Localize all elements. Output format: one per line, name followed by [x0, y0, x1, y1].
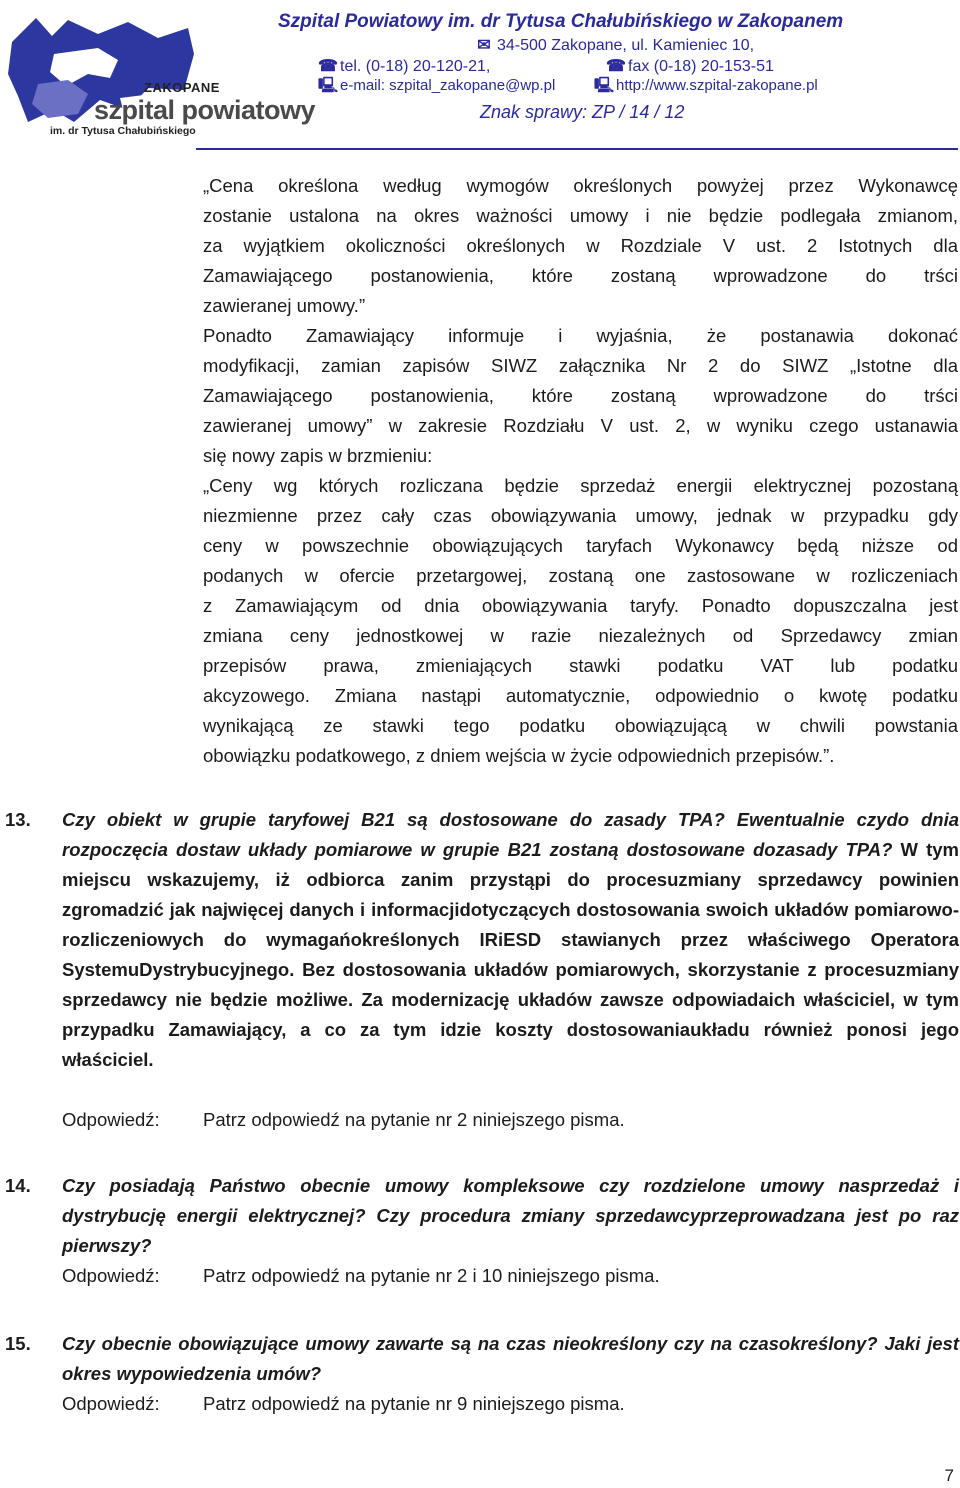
text-line: zmiany sprzedawcy powinien zgromadzić jak najwięcej danych i informacji: [62, 869, 959, 920]
question-fragment: zasady TPA?: [775, 839, 893, 860]
text-line: do dnia rozpoczęcia dostaw układy pomiarowe w grupie B21 zostaną dostosowane do: [62, 809, 960, 860]
page-number: 7: [944, 1466, 954, 1485]
text-line: z Zamawiającym od dnia obowiązywania taryfy. Ponadto dopuszczalna jest: [203, 595, 958, 616]
text-line: zostanie ustalona na okres ważności umowy i nie będzie podlegała zmianom,: [203, 205, 958, 226]
quoted-clause: [203, 171, 958, 771]
answer-line: [62, 1261, 660, 1291]
logo-text-zakopane: ZAKOPANE: [144, 80, 220, 95]
answer-label: Odpowiedź:: [62, 1393, 160, 1414]
text-line: sprzedaż i dystrybucję energii elektrycznej? Czy procedura zmiany sprzedawcy: [62, 1175, 959, 1226]
question-text: [62, 1171, 959, 1261]
fax-line: [606, 56, 774, 76]
text-line: akcyzowego. Zmiana nastąpi automatycznie, odpowiednio o kwotę podatku: [203, 685, 958, 706]
text-line: Czy posiadają Państwo obecnie umowy kompleksowe czy rozdzielone umowy na: [62, 1175, 861, 1196]
text-line: „Ceny wg których rozliczana będzie sprzedaż energii elektrycznej pozostaną: [203, 475, 958, 496]
question-text: [62, 1329, 959, 1389]
answer-line: [62, 1105, 625, 1135]
text-line: wynikającą ze stawki tego podatku obowiązującą w chwili powstania: [203, 715, 958, 736]
text-line: układu również ponosi jego właściciel.: [62, 1019, 959, 1070]
question-number: 15.: [5, 1333, 31, 1354]
logo-text-szpital: szpital powiatowy: [94, 95, 316, 125]
header-divider: [196, 148, 958, 150]
answer-label: Odpowiedź:: [62, 1265, 160, 1286]
question-text: [62, 805, 959, 1075]
text-line: się nowy zapis w brzmieniu:: [203, 445, 433, 466]
computer-icon: 🖳: [594, 77, 615, 94]
text-line: niezmienne przez cały czas obowiązywania umowy, jednak w przypadku gdy: [203, 505, 958, 526]
explanation-fragment: W tym miejscu wskazujemy, iż odbiorca zanim przystąpi do procesu: [62, 839, 959, 890]
answer-line: [62, 1389, 625, 1419]
text-line: Czy obiekt w grupie taryfowej B21 są dostosowane do zasady TPA? Ewentualnie czy: [62, 809, 887, 830]
text-line: Ponadto Zamawiający informuje i wyjaśnia, że postanawia dokonać: [203, 325, 958, 346]
text-line: dotyczących dostosowania swoich układów pomiarowo-rozliczeniowych do wymagań: [62, 899, 959, 950]
text-line: zmiany sprzedawcy nie będzie możliwe. Za modernizację układów zawsze odpowiada: [62, 959, 959, 1010]
case-reference: Znak sprawy: ZP / 14 / 12: [480, 102, 685, 122]
envelope-icon: ✉: [477, 37, 491, 54]
phone-text: tel. (0-18) 20-120-21,: [340, 58, 491, 75]
text-line: ich właściciel, w tym przypadku Zamawiający, a co za tym idzie koszty dostosowania: [62, 989, 959, 1040]
text-line: Zamawiającego postanowienia, które zostaną wprowadzone do trści: [203, 385, 958, 406]
answer-label: Odpowiedź:: [62, 1109, 160, 1130]
email-line: [318, 75, 555, 100]
text-line: Zamawiającego postanowienia, które zostaną wprowadzone do trści: [203, 265, 958, 286]
text-line: ceny w powszechnie obowiązujących taryfach Wykonawcy będą niższe od: [203, 535, 958, 556]
phone-line: [318, 56, 490, 76]
text-line: Dystrybucyjnego. Bez dostosowania układów pomiarowych, skorzystanie z procesu: [139, 959, 897, 980]
text-line: podanych w ofercie przetargowej, zostaną one zastosowane w rozliczeniach: [203, 565, 958, 586]
address-line: [475, 35, 754, 55]
phone-icon: ☎: [318, 58, 338, 75]
question-number: 13.: [5, 809, 31, 830]
answer-text: Patrz odpowiedź na pytanie nr 2 niniejszego pisma.: [203, 1109, 625, 1130]
logo-text-patron: im. dr Tytusa Chałubińskiego: [50, 125, 196, 137]
computer-icon: 🖳: [318, 77, 339, 94]
text-line: określonych IRiESD stawianych przez właściwego Operatora Systemu: [62, 929, 959, 980]
fax-text: fax (0-18) 20-153-51: [628, 58, 774, 75]
text-line: Czy obecnie obowiązujące umowy zawarte są na czas nieokreślony czy na czas: [62, 1333, 779, 1354]
text-line: określony? Jaki jest okres wypowiedzenia umów?: [62, 1333, 959, 1384]
website-line: [594, 75, 818, 100]
text-line: „Cena określona według wymogów określonych powyżej przez Wykonawcę: [203, 175, 958, 196]
email-text[interactable]: e-mail: szpital_zakopane@wp.pl: [340, 77, 556, 94]
hospital-name: Szpital Powiatowy im. dr Tytusa Chałubińskiego w Zakopanem: [278, 11, 844, 32]
address-text: 34-500 Zakopane, ul. Kamieniec 10,: [497, 37, 755, 54]
text-line: zawieranej umowy.”: [203, 295, 366, 316]
text-line: przeprowadzana jest po raz pierwszy?: [62, 1205, 959, 1256]
text-line: obowiązku podatkowego, z dniem wejścia w życie odpowiednich przepisów.”.: [203, 745, 835, 766]
text-line: za wyjątkiem okoliczności określonych w Rozdziale V ust. 2 Istotnych dla: [203, 235, 958, 256]
answer-text: Patrz odpowiedź na pytanie nr 2 i 10 niniejszego pisma.: [203, 1265, 660, 1286]
text-line: zawieranej umowy” w zakresie Rozdziału V ust. 2, w wyniku czego ustanawia: [203, 415, 958, 436]
text-line: zmiana ceny jednostkowej w razie niezależnych od Sprzedawcy zmian: [203, 625, 958, 646]
phone-icon: ☎: [606, 58, 626, 75]
answer-text: Patrz odpowiedź na pytanie nr 9 niniejszego pisma.: [203, 1393, 625, 1414]
text-line: przepisów prawa, zmieniających stawki podatku VAT lub podatku: [203, 655, 958, 676]
question-number: 14.: [5, 1175, 31, 1196]
text-line: modyfikacji, zamian zapisów SIWZ załącznika Nr 2 do SIWZ „Istotne dla: [203, 355, 958, 376]
website-text[interactable]: http://www.szpital-zakopane.pl: [616, 77, 818, 94]
